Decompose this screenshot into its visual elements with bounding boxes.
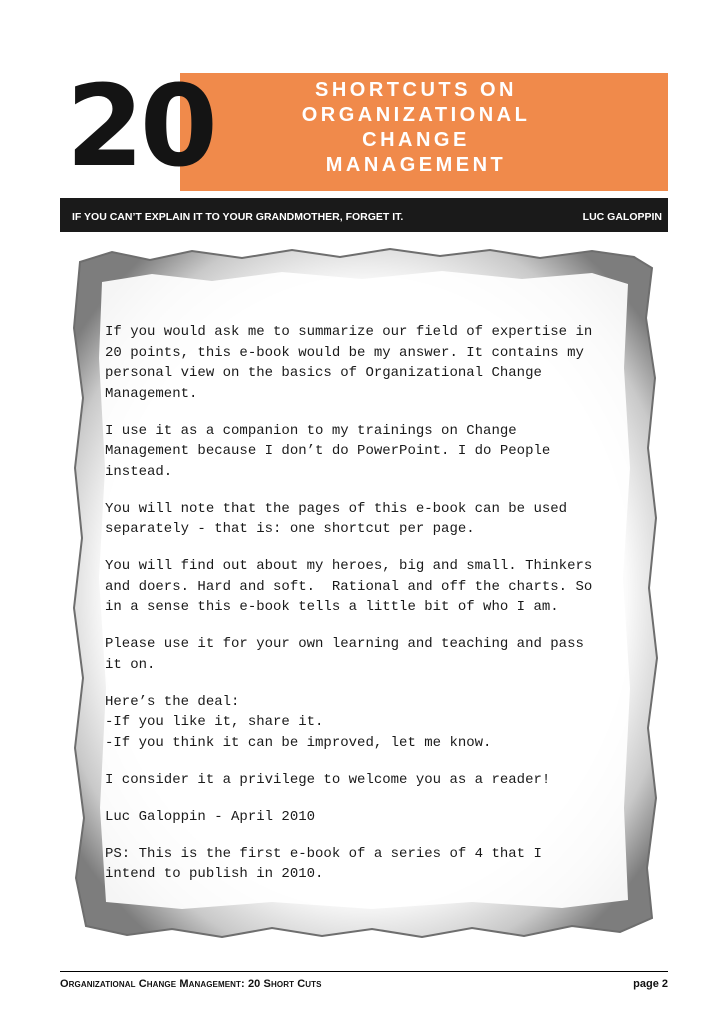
intro-text bbox=[105, 322, 635, 901]
paragraph-3: You will note that the pages of this e-book can be used separately - that is: one shortcut per page. bbox=[105, 500, 568, 537]
paragraph-8: Luc Galoppin - April 2010 bbox=[105, 808, 316, 825]
paragraph-5: Please use it for your own learning and teaching and pass it on. bbox=[105, 636, 584, 673]
tagline: IF YOU CAN’T EXPLAIN IT TO YOUR GRANDMOTHER, FORGET IT. bbox=[72, 211, 404, 223]
paragraph-4: You will find out about my heroes, big and small. Thinkers and doers. Hard and soft. Rational and off the charts. So in a sense this e-book tells a little bit of who I am. bbox=[105, 558, 593, 615]
title-line-1: SHORTCUTS ON bbox=[315, 79, 517, 101]
title-line-3: CHANGE bbox=[362, 129, 470, 151]
subheader-bar bbox=[60, 198, 668, 232]
footer-book-title: Organizational Change Management: 20 Short Cuts bbox=[60, 978, 322, 990]
title-line-4: MANAGEMENT bbox=[325, 154, 507, 176]
big-number-20: 20 bbox=[66, 62, 214, 192]
paragraph-6: Here’s the deal: -If you like it, share it. -If you think it can be improved, let me know. bbox=[105, 693, 492, 751]
paragraph-1: If you would ask me to summarize our field of expertise in 20 points, this e-book would be my answer. It contains my personal view on the basics of Organizational Change Management. bbox=[105, 324, 593, 402]
title-line-2: ORGANIZATIONAL bbox=[301, 104, 531, 126]
paragraph-2: I use it as a companion to my trainings on Change Management because I don’t do PowerPoint. I do People instead. bbox=[105, 422, 551, 480]
paragraph-9: PS: This is the first e-book of a series of 4 that I intend to publish in 2010. bbox=[105, 845, 542, 882]
title-block bbox=[270, 78, 562, 178]
footer-divider bbox=[60, 971, 668, 972]
paragraph-7: I consider it a privilege to welcome you as a reader! bbox=[105, 771, 551, 788]
page-number: page 2 bbox=[633, 978, 668, 990]
author-tag: LUC GALOPPIN bbox=[582, 211, 662, 223]
